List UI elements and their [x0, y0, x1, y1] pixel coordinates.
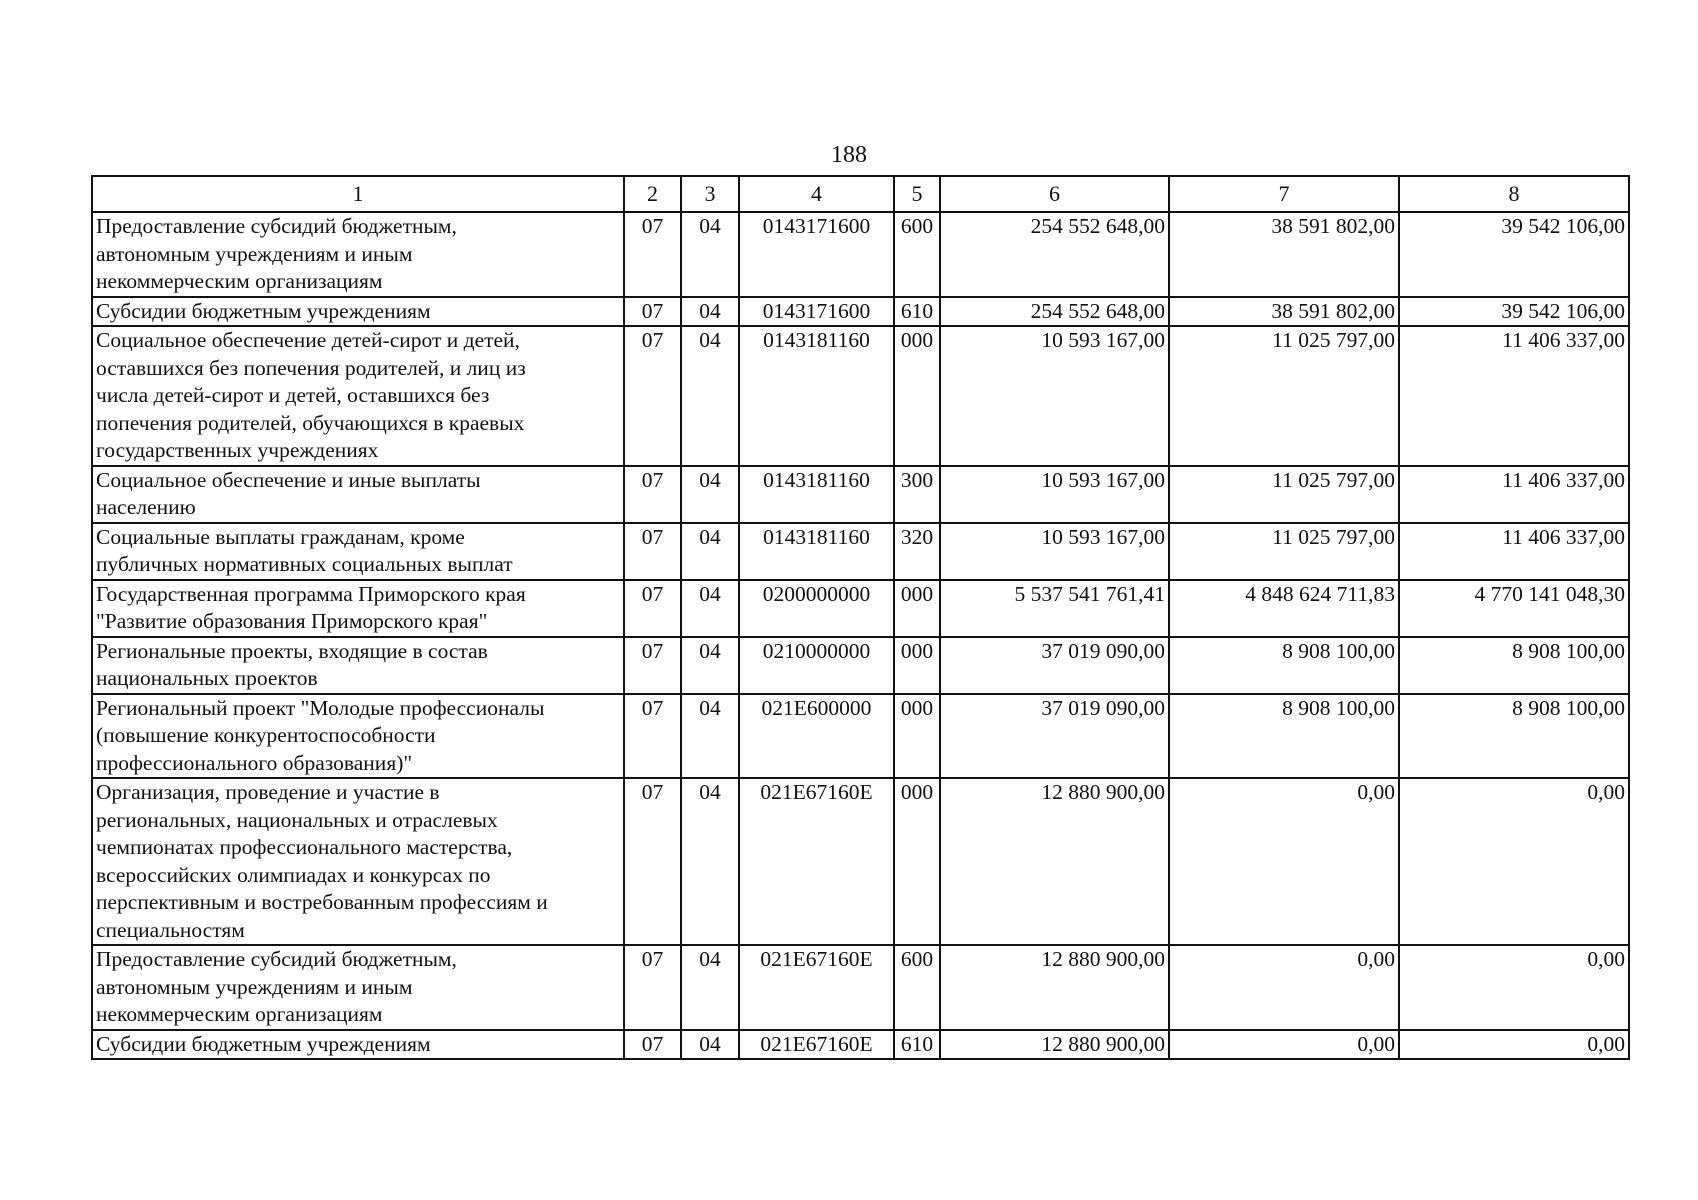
- column-header: 6: [940, 176, 1169, 212]
- amount-col6: 37 019 090,00: [940, 637, 1169, 694]
- table-row: [92, 326, 1629, 466]
- row-name: Предоставление субсидий бюджетным, автономным учреждениям и иным некоммерческим организациям: [92, 945, 624, 1030]
- row-name: Организация, проведение и участие в региональных, национальных и отраслевых чемпионатах профессионального мастерства, всероссийских олимпиадах и конкурсах по перспективным и востребованным профессиям и специальностям: [92, 778, 624, 945]
- amount-col7: 11 025 797,00: [1169, 523, 1399, 580]
- table-row: [92, 580, 1629, 637]
- target-article-code: 0143181160: [739, 326, 894, 466]
- amount-col7: 11 025 797,00: [1169, 466, 1399, 523]
- row-name: Социальные выплаты гражданам, кроме публичных нормативных социальных выплат: [92, 523, 624, 580]
- expense-type-code: 000: [894, 637, 940, 694]
- amount-col8: 8 908 100,00: [1399, 694, 1629, 779]
- amount-col6: 37 019 090,00: [940, 694, 1169, 779]
- row-name: Государственная программа Приморского края "Развитие образования Приморского края": [92, 580, 624, 637]
- expense-type-code: 300: [894, 466, 940, 523]
- amount-col8: 39 542 106,00: [1399, 297, 1629, 327]
- amount-col7: 4 848 624 711,83: [1169, 580, 1399, 637]
- section-code: 07: [624, 637, 681, 694]
- amount-col6: 10 593 167,00: [940, 466, 1169, 523]
- subsection-code: 04: [681, 523, 739, 580]
- section-code: 07: [624, 945, 681, 1030]
- amount-col6: 254 552 648,00: [940, 212, 1169, 297]
- amount-col7: 0,00: [1169, 945, 1399, 1030]
- expense-type-code: 610: [894, 297, 940, 327]
- row-name: Региональные проекты, входящие в состав национальных проектов: [92, 637, 624, 694]
- amount-col8: 0,00: [1399, 1030, 1629, 1060]
- table-row: [92, 297, 1629, 327]
- target-article-code: 021E67160E: [739, 945, 894, 1030]
- column-header: 5: [894, 176, 940, 212]
- section-code: 07: [624, 326, 681, 466]
- column-header: 1: [92, 176, 624, 212]
- subsection-code: 04: [681, 212, 739, 297]
- amount-col8: 11 406 337,00: [1399, 523, 1629, 580]
- subsection-code: 04: [681, 326, 739, 466]
- subsection-code: 04: [681, 778, 739, 945]
- table-row: [92, 466, 1629, 523]
- subsection-code: 04: [681, 297, 739, 327]
- amount-col8: 11 406 337,00: [1399, 466, 1629, 523]
- section-code: 07: [624, 212, 681, 297]
- target-article-code: 0143181160: [739, 466, 894, 523]
- target-article-code: 021E67160E: [739, 778, 894, 945]
- expense-type-code: 600: [894, 212, 940, 297]
- column-header: 2: [624, 176, 681, 212]
- amount-col7: 38 591 802,00: [1169, 297, 1399, 327]
- target-article-code: 0143171600: [739, 297, 894, 327]
- amount-col6: 10 593 167,00: [940, 326, 1169, 466]
- section-code: 07: [624, 466, 681, 523]
- amount-col7: 11 025 797,00: [1169, 326, 1399, 466]
- subsection-code: 04: [681, 694, 739, 779]
- column-header: 7: [1169, 176, 1399, 212]
- section-code: 07: [624, 580, 681, 637]
- row-name: Социальное обеспечение и иные выплаты населению: [92, 466, 624, 523]
- amount-col8: 8 908 100,00: [1399, 637, 1629, 694]
- amount-col7: 0,00: [1169, 778, 1399, 945]
- subsection-code: 04: [681, 466, 739, 523]
- amount-col7: 8 908 100,00: [1169, 637, 1399, 694]
- expense-type-code: 320: [894, 523, 940, 580]
- column-header: 4: [739, 176, 894, 212]
- section-code: 07: [624, 694, 681, 779]
- amount-col6: 254 552 648,00: [940, 297, 1169, 327]
- amount-col6: 12 880 900,00: [940, 1030, 1169, 1060]
- row-name: Социальное обеспечение детей-сирот и детей, оставшихся без попечения родителей, и лиц из числа детей-сирот и детей, оставшихся без попечения родителей, обучающихся в краевых государственных учреждениях: [92, 326, 624, 466]
- amount-col6: 10 593 167,00: [940, 523, 1169, 580]
- table-row: [92, 945, 1629, 1030]
- expense-type-code: 000: [894, 778, 940, 945]
- amount-col7: 0,00: [1169, 1030, 1399, 1060]
- subsection-code: 04: [681, 1030, 739, 1060]
- table-row: [92, 1030, 1629, 1060]
- section-code: 07: [624, 297, 681, 327]
- amount-col6: 5 537 541 761,41: [940, 580, 1169, 637]
- header-row: [92, 176, 1629, 212]
- amount-col7: 8 908 100,00: [1169, 694, 1399, 779]
- row-name: Субсидии бюджетным учреждениям: [92, 297, 624, 327]
- row-name: Предоставление субсидий бюджетным, автономным учреждениям и иным некоммерческим организациям: [92, 212, 624, 297]
- column-header: 3: [681, 176, 739, 212]
- subsection-code: 04: [681, 580, 739, 637]
- section-code: 07: [624, 523, 681, 580]
- section-code: 07: [624, 778, 681, 945]
- row-name: Субсидии бюджетным учреждениям: [92, 1030, 624, 1060]
- target-article-code: 0143181160: [739, 523, 894, 580]
- column-header: 8: [1399, 176, 1629, 212]
- expense-type-code: 000: [894, 694, 940, 779]
- page-number: 188: [831, 142, 867, 168]
- table-row: [92, 778, 1629, 945]
- expense-type-code: 600: [894, 945, 940, 1030]
- subsection-code: 04: [681, 945, 739, 1030]
- amount-col6: 12 880 900,00: [940, 778, 1169, 945]
- amount-col8: 4 770 141 048,30: [1399, 580, 1629, 637]
- amount-col8: 0,00: [1399, 778, 1629, 945]
- target-article-code: 021E67160E: [739, 1030, 894, 1060]
- target-article-code: 0143171600: [739, 212, 894, 297]
- expense-type-code: 000: [894, 326, 940, 466]
- table-row: [92, 637, 1629, 694]
- expense-type-code: 000: [894, 580, 940, 637]
- section-code: 07: [624, 1030, 681, 1060]
- target-article-code: 0200000000: [739, 580, 894, 637]
- row-name: Региональный проект "Молодые профессионалы (повышение конкурентоспособности профессионального образования)": [92, 694, 624, 779]
- target-article-code: 021E600000: [739, 694, 894, 779]
- amount-col6: 12 880 900,00: [940, 945, 1169, 1030]
- table-row: [92, 212, 1629, 297]
- amount-col7: 38 591 802,00: [1169, 212, 1399, 297]
- table-row: [92, 694, 1629, 779]
- amount-col8: 11 406 337,00: [1399, 326, 1629, 466]
- expense-type-code: 610: [894, 1030, 940, 1060]
- amount-col8: 39 542 106,00: [1399, 212, 1629, 297]
- amount-col8: 0,00: [1399, 945, 1629, 1030]
- subsection-code: 04: [681, 637, 739, 694]
- budget-table: [91, 175, 1630, 1060]
- target-article-code: 0210000000: [739, 637, 894, 694]
- table-row: [92, 523, 1629, 580]
